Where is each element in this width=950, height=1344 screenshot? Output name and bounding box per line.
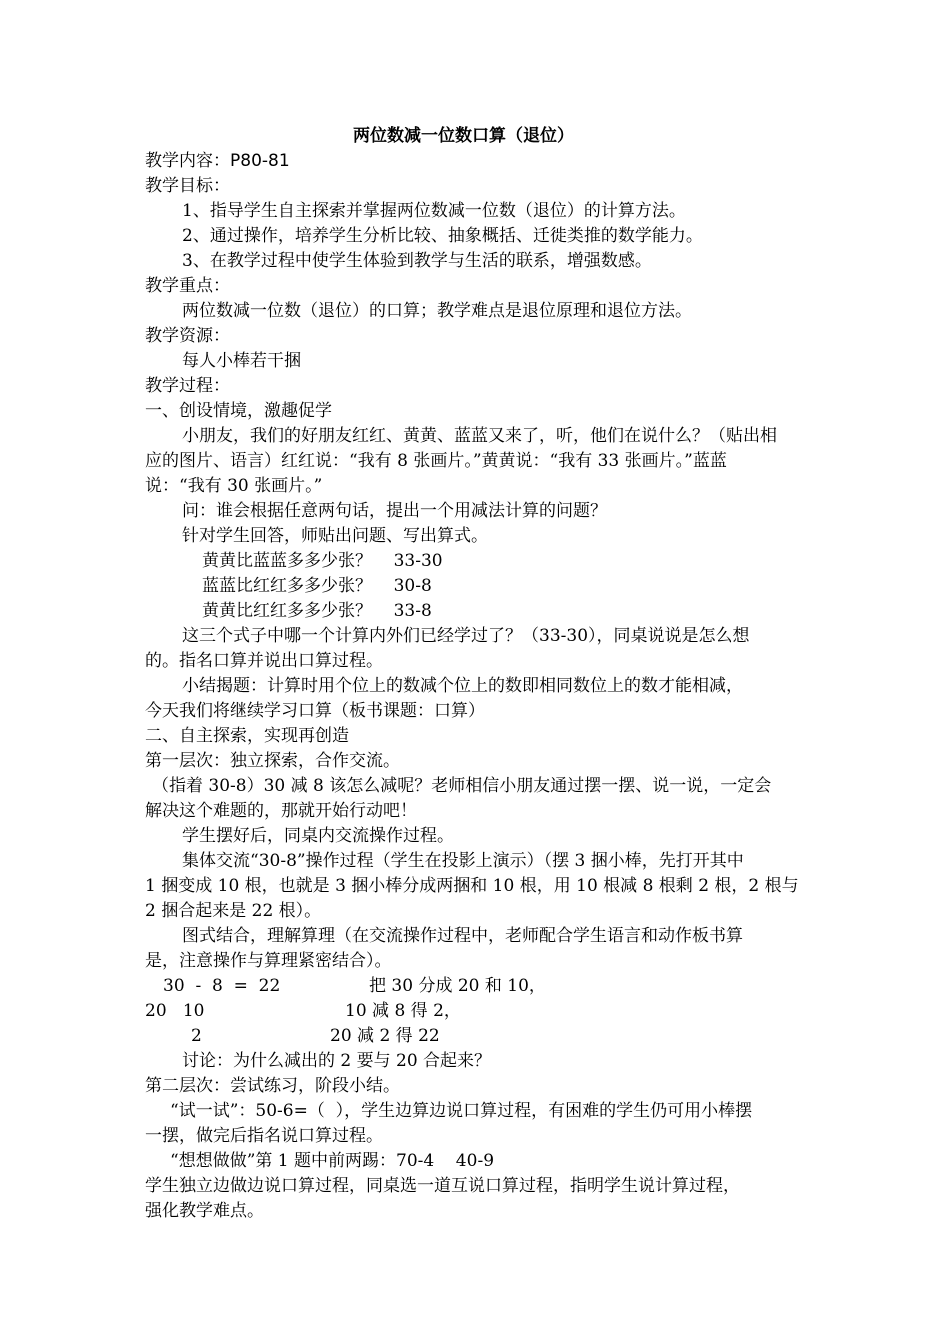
calc-equation: 30 - 8 = 22 [163,976,281,996]
problem-line: 蓝蓝比红红多多少张？ 30-8 [202,576,432,596]
paragraph-line: 小结揭题：计算时用个位上的数减个位上的数即相同数位上的数才能相减， [182,676,743,696]
paragraph-line: 这三个式子中哪一个计算内外们已经学过了？（33-30），同桌说说是怎么想 [182,626,750,646]
resources-heading: 教学资源： [145,326,230,346]
paragraph-line: 的。指名口算并说出口算过程。 [145,651,383,671]
paragraph-line: （指着 30-8）30 减 8 该怎么减呢？老师相信小朋友通过摆一摆、说一说，一定会 [152,776,772,796]
calc-split: 20 10 [145,1001,205,1021]
paragraph-line: 是，注意操作与算理紧密结合）。 [145,951,392,971]
page-title: 两位数减一位数口算（退位） [353,126,574,146]
resources-text: 每人小棒若干捆 [182,351,301,371]
calc-note: 把 30 分成 20 和 10， [369,976,546,996]
paragraph-line: 强化教学难点。 [145,1201,264,1221]
process-heading: 教学过程： [145,376,230,396]
calc-remainder: 2 [191,1026,202,1046]
paragraph-line: 小朋友，我们的好朋友红红、黄黄、蓝蓝又来了，听，他们在说什么？（贴出相 [182,426,777,446]
goal-item: 2、通过操作，培养学生分析比较、抽象概括、迁徙类推的数学能力。 [182,226,703,246]
section-heading: 一、创设情境，激趣促学 [145,401,332,421]
discussion-line: 讨论：为什么减出的 2 要与 20 合起来？ [182,1051,492,1071]
section-heading: 二、自主探索，实现再创造 [145,726,349,746]
goal-item: 1、指导学生自主探索并掌握两位数减一位数（退位）的计算方法。 [182,201,686,221]
layer-heading: 第一层次：独立探索，合作交流。 [145,751,400,771]
focus-text: 两位数减一位数（退位）的口算；教学难点是退位原理和退位方法。 [182,301,692,321]
paragraph-line: 应的图片、语言）红红说：“我有 8 张画片。”黄黄说：“我有 33 张画片。”蓝蓝 [145,451,727,471]
paragraph-line: 2 捆合起来是 22 根）。 [145,901,322,921]
paragraph-line: 学生摆好后，同桌内交流操作过程。 [182,826,454,846]
paragraph-line: 集体交流“30-8”操作过程（学生在投影上演示）（摆 3 捆小棒，先打开其中 [182,851,744,871]
focus-heading: 教学重点： [145,276,230,296]
question-line: 问：谁会根据任意两句话，提出一个用减法计算的问题？ [182,501,607,521]
paragraph-line: 解决这个难题的，那就开始行动吧！ [145,801,417,821]
goal-item: 3、在教学过程中使学生体验到教学与生活的联系，增强数感。 [182,251,652,271]
problem-line: 黄黄比红红多多少张？ 33-8 [202,601,432,621]
paragraph-line: 今天我们将继续学习口算（板书课题：口算） [145,701,485,721]
layer-heading: 第二层次：尝试练习，阶段小结。 [145,1076,400,1096]
paragraph-line: 1 捆变成 10 根，也就是 3 捆小棒分成两捆和 10 根，用 10 根减 8 根剩 2 根，2 根与 [145,876,799,896]
calc-note: 10 减 8 得 2， [345,1001,461,1021]
paragraph-line: “试一试”：50-6=（ ），学生边算边说口算过程，有困难的学生仍可用小棒摆 [170,1101,753,1121]
paragraph-line: 一摆，做完后指名说口算过程。 [145,1126,383,1146]
problem-line: 黄黄比蓝蓝多多少张？ 33-30 [202,551,443,571]
paragraph-line: 图式结合，理解算理（在交流操作过程中，老师配合学生语言和动作板书算 [182,926,743,946]
paragraph-line: 学生独立边做边说口算过程，同桌选一道互说口算过程，指明学生说计算过程， [145,1176,740,1196]
content-line: 教学内容：P80-81 [145,151,290,171]
goals-heading: 教学目标： [145,176,230,196]
paragraph-line: “想想做做”第 1 题中前两踢：70-4 40-9 [170,1151,495,1171]
paragraph-line: 说：“我有 30 张画片。” [145,476,323,496]
paragraph-line: 针对学生回答，师贴出问题、写出算式。 [182,526,488,546]
calc-note: 20 减 2 得 22 [330,1026,440,1046]
